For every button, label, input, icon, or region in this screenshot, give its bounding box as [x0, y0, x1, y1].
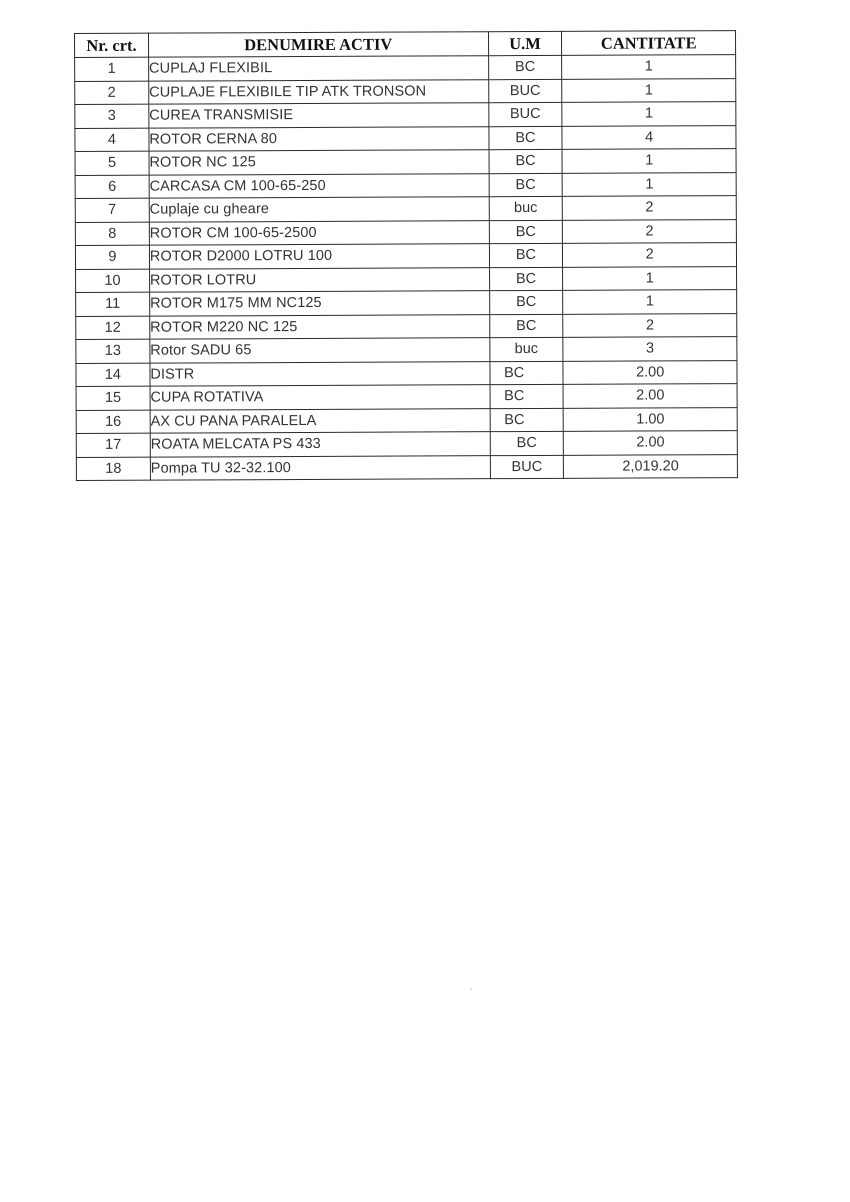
row-number-cell: 14: [76, 363, 150, 387]
quantity-cell: 1: [563, 290, 737, 314]
table-row: [75, 149, 736, 175]
row-number-cell: 1: [75, 57, 149, 81]
unit-cell: BC: [488, 126, 562, 150]
table-row: [76, 313, 737, 339]
unit-cell: BC: [489, 220, 563, 244]
table-row: [76, 266, 737, 292]
asset-name-cell: Pompa TU 32-32.100: [150, 455, 490, 480]
asset-name-cell: ROTOR CM 100-65-2500: [149, 220, 489, 245]
table-row: [75, 219, 736, 245]
unit-cell: BC: [489, 314, 563, 338]
row-number-cell: 13: [76, 339, 150, 363]
unit-cell: buc: [489, 196, 563, 220]
header-row: [75, 31, 736, 58]
header-qty: CANTITATE: [562, 31, 736, 56]
asset-name-cell: CARCASA CM 100-65-250: [149, 173, 489, 198]
row-number-cell: 5: [75, 151, 149, 175]
unit-cell: BC: [490, 431, 564, 455]
asset-name-cell: DISTR: [150, 361, 490, 386]
table-row: [75, 172, 736, 198]
unit-cell: BC: [489, 149, 563, 173]
asset-name-cell: ROATA MELCATA PS 433: [150, 432, 490, 457]
header-name: DENUMIRE ACTIV: [148, 32, 488, 57]
table-header: [75, 31, 736, 58]
table-row: [75, 196, 736, 222]
unit-cell: BUC: [488, 102, 562, 126]
table-row: [75, 55, 736, 81]
row-number-cell: 12: [76, 316, 150, 340]
table-row: [76, 431, 737, 457]
row-number-cell: 2: [75, 81, 149, 105]
unit-cell: BC: [488, 55, 562, 79]
table-row: [76, 407, 737, 433]
row-number-cell: 15: [76, 386, 150, 410]
quantity-cell: 1: [562, 78, 736, 102]
row-number-cell: 16: [76, 410, 150, 434]
row-number-cell: 10: [76, 269, 150, 293]
asset-name-cell: CUPA ROTATIVA: [150, 385, 490, 410]
assets-table: [74, 30, 738, 481]
unit-cell: BC: [489, 290, 563, 314]
table-row: [76, 337, 737, 363]
table-row: [75, 125, 736, 151]
quantity-cell: 2: [563, 219, 737, 243]
quantity-cell: 2.00: [563, 384, 737, 408]
quantity-cell: 1: [562, 149, 736, 173]
table-body: [75, 55, 738, 481]
table-row: [75, 78, 736, 104]
asset-name-cell: ROTOR M220 NC 125: [150, 314, 490, 339]
row-number-cell: 9: [75, 245, 149, 269]
quantity-cell: 2: [563, 243, 737, 267]
row-number-cell: 11: [76, 292, 150, 316]
asset-name-cell: AX CU PANA PARALELA: [150, 408, 490, 433]
table-row: [76, 454, 737, 480]
quantity-cell: 1.00: [563, 407, 737, 431]
unit-cell: BC: [490, 408, 564, 432]
row-number-cell: 6: [75, 175, 149, 199]
table-row: [76, 290, 737, 316]
asset-name-cell: ROTOR M175 MM NC125: [150, 291, 490, 316]
row-number-cell: 4: [75, 128, 149, 152]
quantity-cell: 2.00: [564, 431, 738, 455]
asset-name-cell: Cuplaje cu gheare: [149, 197, 489, 222]
asset-name-cell: ROTOR CERNA 80: [149, 126, 489, 151]
row-number-cell: 18: [76, 457, 150, 481]
asset-name-cell: CUPLAJE FLEXIBILE TIP ATK TRONSON: [149, 79, 489, 104]
unit-cell: BUC: [488, 79, 562, 103]
row-number-cell: 17: [76, 433, 150, 457]
scan-speck: [470, 988, 472, 990]
unit-cell: buc: [489, 337, 563, 361]
quantity-cell: 1: [562, 55, 736, 79]
quantity-cell: 2: [563, 196, 737, 220]
quantity-cell: 4: [562, 125, 736, 149]
quantity-cell: 3: [563, 337, 737, 361]
quantity-cell: 2: [563, 313, 737, 337]
asset-name-cell: Rotor SADU 65: [150, 338, 490, 363]
unit-cell: BC: [489, 267, 563, 291]
header-um: U.M: [488, 31, 562, 55]
unit-cell: BC: [489, 173, 563, 197]
asset-name-cell: ROTOR NC 125: [149, 150, 489, 175]
asset-name-cell: CUREA TRANSMISIE: [149, 103, 489, 128]
quantity-cell: 1: [563, 266, 737, 290]
asset-name-cell: ROTOR LOTRU: [149, 267, 489, 292]
asset-name-cell: ROTOR D2000 LOTRU 100: [149, 244, 489, 269]
header-nr: Nr. crt.: [75, 33, 149, 57]
table-row: [76, 360, 737, 386]
quantity-cell: 1: [562, 102, 736, 126]
row-number-cell: 8: [75, 222, 149, 246]
quantity-cell: 1: [562, 172, 736, 196]
unit-cell: BC: [489, 361, 563, 385]
table-row: [75, 243, 736, 269]
asset-name-cell: CUPLAJ FLEXIBIL: [148, 56, 488, 81]
quantity-cell: 2.00: [563, 360, 737, 384]
row-number-cell: 7: [75, 198, 149, 222]
unit-cell: BUC: [490, 455, 564, 479]
table-row: [75, 102, 736, 128]
row-number-cell: 3: [75, 104, 149, 128]
unit-cell: BC: [490, 384, 564, 408]
quantity-cell: 2,019.20: [564, 454, 738, 478]
unit-cell: BC: [489, 243, 563, 267]
table-row: [76, 384, 737, 410]
